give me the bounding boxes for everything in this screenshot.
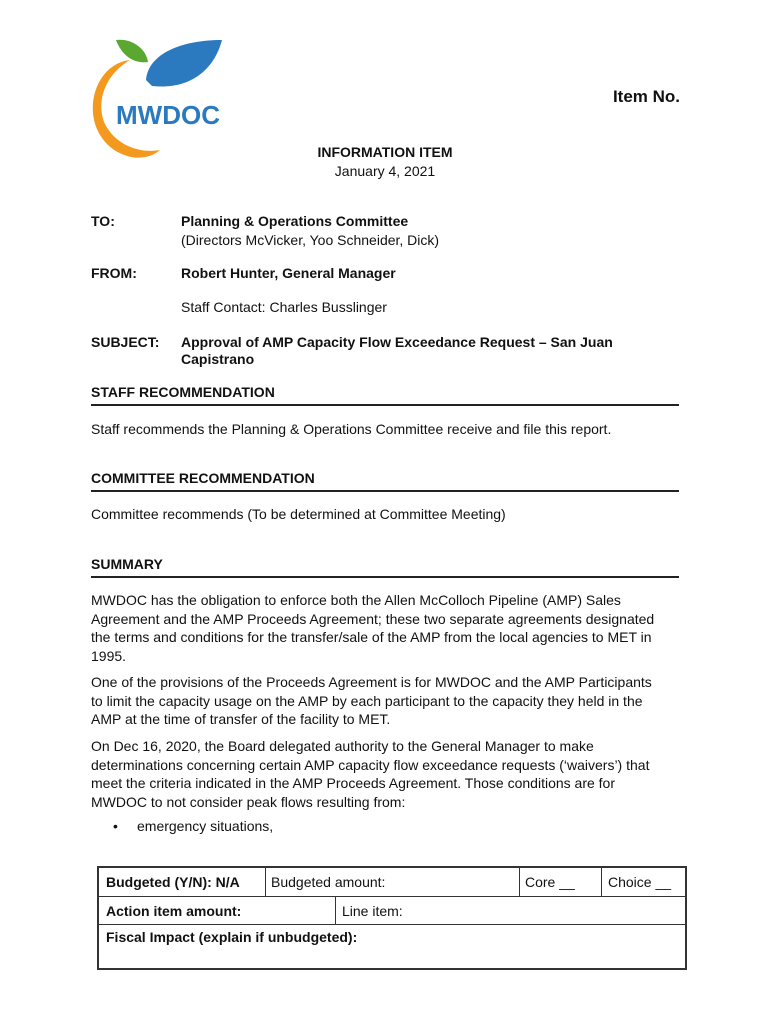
line-item-cell: Line item: — [342, 903, 403, 919]
from-sender: Robert Hunter, General Manager — [181, 265, 396, 281]
logo-blue-leaf — [146, 40, 222, 87]
subject-line-1: Approval of AMP Capacity Flow Exceedance Request – San Juan — [181, 334, 613, 350]
staff-contact: Staff Contact: Charles Busslinger — [181, 299, 387, 315]
action-item-amount-cell: Action item amount: — [106, 903, 242, 919]
table-divider — [265, 868, 266, 896]
summary-p1-line: Agreement and the AMP Proceeds Agreement; these two separate agreements designated — [91, 610, 655, 627]
summary-heading: SUMMARY — [91, 556, 679, 578]
committee-recommendation-heading: COMMITTEE RECOMMENDATION — [91, 470, 679, 492]
summary-p3-line: MWDOC to not consider peak flows resulting from: — [91, 793, 406, 810]
logo-green-leaf — [116, 40, 148, 63]
to-label: TO: — [91, 213, 115, 229]
summary-p3-line: determinations concerning certain AMP capacity flow exceedance requests (‘waivers’) that — [91, 756, 650, 773]
budget-table — [97, 866, 687, 970]
summary-paragraph-2 — [91, 673, 686, 729]
summary-p1-line: 1995. — [91, 647, 127, 664]
bullet-item-emergency: emergency situations, — [137, 818, 274, 834]
committee-recommendation-text: Committee recommends (To be determined at Committee Meeting) — [91, 506, 506, 522]
summary-paragraph-3 — [91, 737, 686, 811]
summary-p3-line: On Dec 16, 2020, the Board delegated authority to the General Manager to make — [91, 738, 594, 754]
staff-recommendation-text: Staff recommends the Planning & Operations Committee receive and file this report. — [91, 421, 612, 437]
summary-p3-line: meet the criteria indicated in the AMP Proceeds Agreement. Those conditions are for — [91, 775, 615, 791]
table-divider — [99, 924, 685, 925]
summary-p2-line: AMP at the time of transfer of the facility to MET. — [91, 711, 391, 727]
document-date: January 4, 2021 — [334, 163, 436, 179]
table-divider — [335, 896, 336, 924]
logo-text: MWDOC — [116, 100, 220, 130]
summary-p1-line: the terms and conditions for the transfer/sale of the AMP from the local agencies to MET in — [91, 629, 652, 645]
summary-p1-line: MWDOC has the obligation to enforce both the Allen McColloch Pipeline (AMP) Sales — [91, 592, 621, 608]
from-label: FROM: — [91, 265, 137, 281]
to-recipient: Planning & Operations Committee — [181, 213, 409, 229]
budgeted-yn-cell: Budgeted (Y/N): N/A — [106, 874, 240, 890]
fiscal-impact-cell: Fiscal Impact (explain if unbudgeted): — [106, 929, 358, 945]
table-divider — [519, 868, 520, 896]
document-type: INFORMATION ITEM — [317, 144, 453, 160]
subject-line-2: Capistrano — [181, 351, 255, 367]
budgeted-amount-cell: Budgeted amount: — [271, 874, 386, 890]
item-number: Item No. — [612, 87, 680, 106]
choice-cell: Choice __ — [608, 874, 672, 890]
summary-p2-line: One of the provisions of the Proceeds Agreement is for MWDOC and the AMP Participants — [91, 674, 652, 690]
bullet-icon: • — [113, 818, 118, 834]
to-directors: (Directors McVicker, Yoo Schneider, Dick) — [181, 232, 440, 248]
core-cell: Core __ — [525, 874, 575, 890]
table-divider — [99, 896, 685, 897]
summary-paragraph-1 — [91, 591, 686, 665]
summary-p2-line: to limit the capacity usage on the AMP by each participant to the capacity they held in the — [91, 692, 643, 709]
staff-recommendation-heading: STAFF RECOMMENDATION — [91, 384, 679, 406]
table-divider — [601, 868, 602, 896]
subject-label: SUBJECT: — [91, 334, 160, 350]
